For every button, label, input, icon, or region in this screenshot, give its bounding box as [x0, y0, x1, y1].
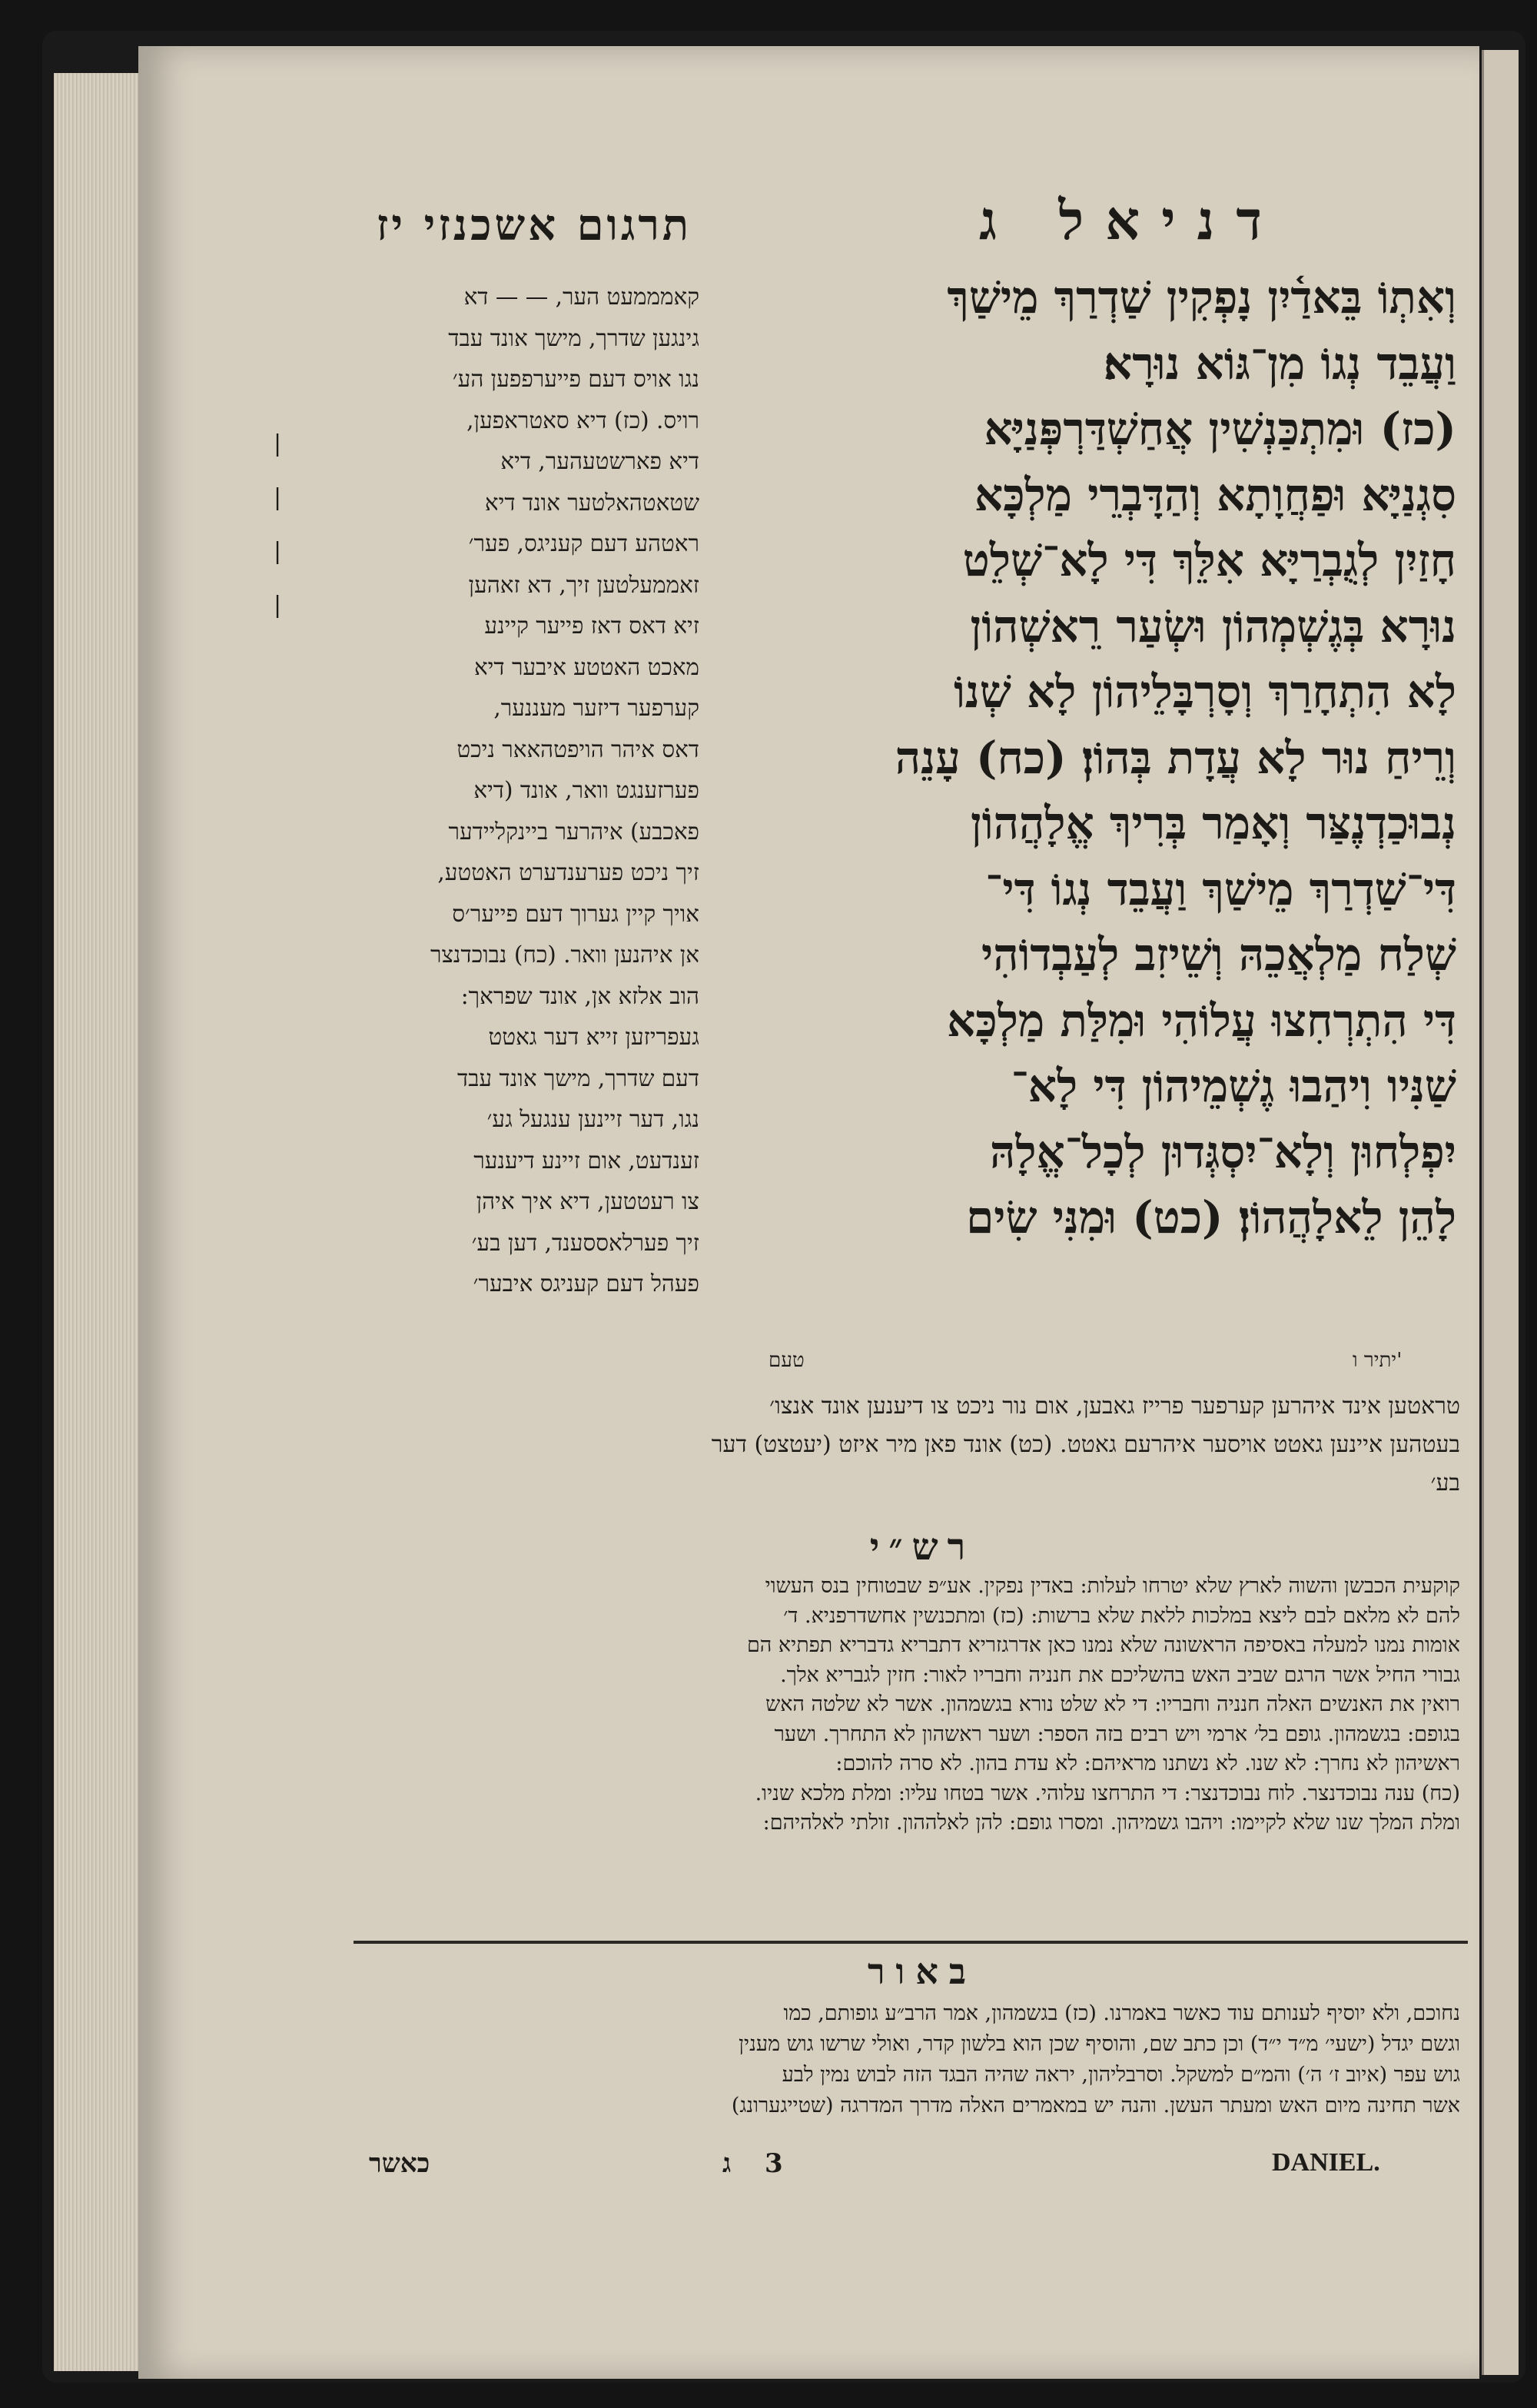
targum-long-line: טראטען אינד איהרען קערפער פרייז גאבען, אום נור ניכט צו דיענען אונד אנצו׳ — [769, 1393, 1460, 1420]
targum-line: ראטהע דעם קעניגס, פער׳ — [468, 530, 699, 556]
biur-heading: באור — [867, 1951, 978, 1992]
section-divider — [354, 1941, 1468, 1944]
signature-hebrew: ג — [722, 2148, 732, 2179]
targum-long-line: בע׳ — [1430, 1470, 1460, 1496]
rashi-line: גבורי החיל אשר הרגם שביב האש בהשליכם את חנניה וחבריו לאור: חזין לגבריא אלך. — [780, 1662, 1460, 1687]
targum-line: פערזענגט וואר, אונד (דיא — [473, 777, 699, 803]
targum-line: קערפער דיזער מעננער, — [493, 695, 699, 721]
main-text-line: דִּי־שַׁדְרַךְ מֵישַׁךְ וַעֲבֵד נְגוֹ דִּי־ — [985, 862, 1456, 915]
targum-line: נגו, דער זיינען ענגעל גע׳ — [486, 1106, 699, 1132]
targum-line: צו רעטטען, דיא איך איהן — [476, 1188, 699, 1214]
main-text-line: וַעֲבֵד נְגוֹ מִן־גּוֹא נוּרָא׃ — [1104, 337, 1456, 390]
margin-marks: | | | | — [274, 430, 282, 619]
main-text-line: נוּרָא בְּגֶשְׁמְהוֹן וּשְׂעַר רֵאשְׁהוֹן — [970, 600, 1456, 653]
targum-line: הוב אלזא אן, אונד שפראך: — [460, 982, 699, 1009]
rashi-line: קוקעית הכבשן והשוה לארץ שלא יטרחו לעלות: באדין נפקין. אע״פ שבטוחין בנס העשוי — [765, 1574, 1460, 1598]
aramaic-main-text — [738, 265, 1456, 1251]
targum-line: אויך קיין גערוך דעם פייער׳ס — [452, 900, 699, 927]
main-text-line: לָהֵן לֵאלָהֲהוֹן׃ (כט) וּמִנִּי שִׂים — [966, 1191, 1456, 1244]
main-text-line: נְבוּכַדְנֶצַּר וְאָמַר בְּרִיךְ אֱלָהֲהוֹן — [970, 797, 1456, 849]
running-title-right: דניאל ג — [979, 188, 1283, 252]
rashi-line: רואין את האנשים האלה חנניה וחבריו: די לא שלט נורא בגשמהון. אשר לא שלטה האש — [765, 1692, 1460, 1716]
targum-line: דעם שדרך, מישך אונד עבד — [457, 1065, 699, 1091]
rashi-line: בגופם: בגשמהון. גופם בל׳ ארמי ויש רבים בזה הספר: ושער ראשהון לא התחרך. ושער — [774, 1722, 1460, 1746]
rashi-line: להם לא מלאם לבם ליצא במלכות ללאת שלא ברשות: (כז) ומתכנשין אחשדרפניא. ד׳ — [783, 1603, 1460, 1628]
rashi-line: ומלת המלך שנו שלא לקיימו: ויהבו גשמיהון. ומסרו גופם: להן לאלההון. זולתי לאלהיהם: — [762, 1811, 1460, 1835]
biur-line: וגשם יגדל (ישעי׳ מ״ד י״ד) וכן כתב שם, והוסיף שכן הוא בלשון קדר, ואולי שרשו גוש מענין — [739, 2032, 1460, 2056]
biur-line: נחוכם, ולא יוסיף לענותם עוד כאשר באמרנו. (כז) בגשמהון, אמר הרב״ע גופותם, כמו — [783, 2001, 1460, 2025]
targum-line: מאכט האטטע איבער דיא — [473, 653, 699, 680]
main-text-line: וְאִתְוֹ בֵּאדַ֫יִן נָפְקִין שַׁדְרַךְ מֵישַׁךְ — [947, 271, 1456, 324]
targum-line: זיך ניכט פערענדערט האטטע, — [437, 859, 699, 885]
targum-line: פאכבע) איהרער ביינקליידער — [448, 818, 699, 845]
main-text-line: דִּי הִתְרְחִצוּ עֲלוֹהִי וּמִלַּת מַלְכָּא — [947, 994, 1456, 1047]
targum-line: דאס איהר הויפטהאאר ניכט — [456, 736, 699, 762]
rashi-heading: רש״י — [869, 1526, 975, 1569]
targum-line: אן איהנען וואר. (כח) נבוכדנצר — [430, 942, 699, 968]
biur-line: גוש עפר (איוב ז׳ ה׳) והמ״ם למשקל. וסרבליהון, יראה שהיה הבגד הזה לבוש נמין לבע — [782, 2063, 1460, 2087]
footer-catchword: כאשר — [369, 2148, 430, 2179]
targum-line: זיא דאס דאז פייער קיינע — [484, 613, 699, 639]
page-edges — [54, 73, 146, 2371]
rashi-line: ראשיהון לא נחרך: לא שנו. לא נשתנו מראיהם: לא עדת בהון. לא סרה להוכם: — [835, 1752, 1460, 1775]
main-text-line: חָזַיִן לְגֻבְרַיָּא אִלֵּךְ דִּי לָא־שְׁלֵט — [962, 534, 1456, 586]
targum-continuation — [323, 1387, 1460, 1503]
main-text-line: שְׁלַח מַלְאֲכֵהּ וְשֵׁיזִב לְעַבְדוֹהִי — [981, 928, 1456, 981]
main-text-line: סִגְנַיָּא וּפַחֲוָתָא וְהַדָּבְרֵי מַלְכָּא — [974, 468, 1456, 521]
main-text-line: שַׁנִּיו וִיהַבוּ גֶשְׁמֵיהוֹן דִּי לָא־ — [1011, 1060, 1456, 1112]
targum-line: שטאטהאלטער אונד דיא — [484, 489, 699, 516]
main-text-line: יִפְלְחוּן וְלָא־יִסְגְּדוּן לְכָל־אֱלָהּ — [989, 1125, 1456, 1178]
targum-line: זענדעט, אום זיינע דיענער — [473, 1147, 699, 1174]
targum-line: דיא פארשטעהער, דיא — [500, 448, 699, 474]
targum-line: זיך פערלאססענד, דען בע׳ — [471, 1229, 699, 1256]
rashi-commentary — [338, 1572, 1460, 1838]
targum-line: פעהל דעם קעניגס איבער׳ — [473, 1270, 699, 1297]
main-text-line: (כז) וּמִתְכַּנְשִׁין אֲחַשְׁדַּרְפְּנַיָּא — [984, 403, 1456, 455]
targum-line: געפריזען זייא דער גאטט — [488, 1024, 699, 1050]
biur-commentary — [346, 1998, 1460, 2121]
signature-number: 3 — [765, 2148, 783, 2179]
book-name: DANIEL. — [1272, 2148, 1380, 2177]
main-text-line: לָא הִתְחָרַךְ וְסָרְבָּלֵיהוֹן לָא שְׁנוֹ — [954, 666, 1456, 718]
yatir-note: יתיר ו' — [1353, 1349, 1403, 1372]
targum-line: נגו אויס דעם פייערפפען הע׳ — [452, 366, 699, 392]
next-page-edge — [1482, 50, 1519, 2375]
biur-line: אשר תחינה מיום האש ומעתר העשן. והנה יש במאמרים האלה מדרך המדרגה (שטייגערונג) — [731, 2094, 1460, 2117]
main-text-line: וְרֵיחַ נוּר לָא עֲדָת בְּהוֹן׃ (כח) עָנֵה — [895, 731, 1456, 784]
rashi-line: אומות נמנו למעלה באסיפה הראשונה שלא נמנו כאן אדרגזריא דתבריא גדבריא תפתיא הם — [746, 1633, 1460, 1657]
rashi-line: (כח) ענה נבוכדנצר. לוח נבוכדנצר: די התרחצו עלוהי. אשר בטחו עליו: ומלת מלכא שניו. — [755, 1781, 1460, 1805]
targum-line: רויס. (כז) דיא סאטראפען, — [466, 407, 699, 433]
targum-column — [323, 277, 699, 1305]
targum-line: זאממעלטען זיך, דא זאהען — [468, 571, 699, 598]
targum-line: גינגען שדרך, מישך אונד עבד — [448, 324, 699, 351]
catchword-right: טעם — [768, 1349, 805, 1372]
running-title-left: תרגום אשכנזי יז — [376, 200, 692, 251]
targum-line: קאמממעט הער, — — דא — [463, 284, 699, 310]
targum-long-line: בעטהען איינען גאטט אויסער איהרעם גאטט. (כט) אונד פאן מיר איזט (יעטצט) דער — [711, 1431, 1460, 1458]
